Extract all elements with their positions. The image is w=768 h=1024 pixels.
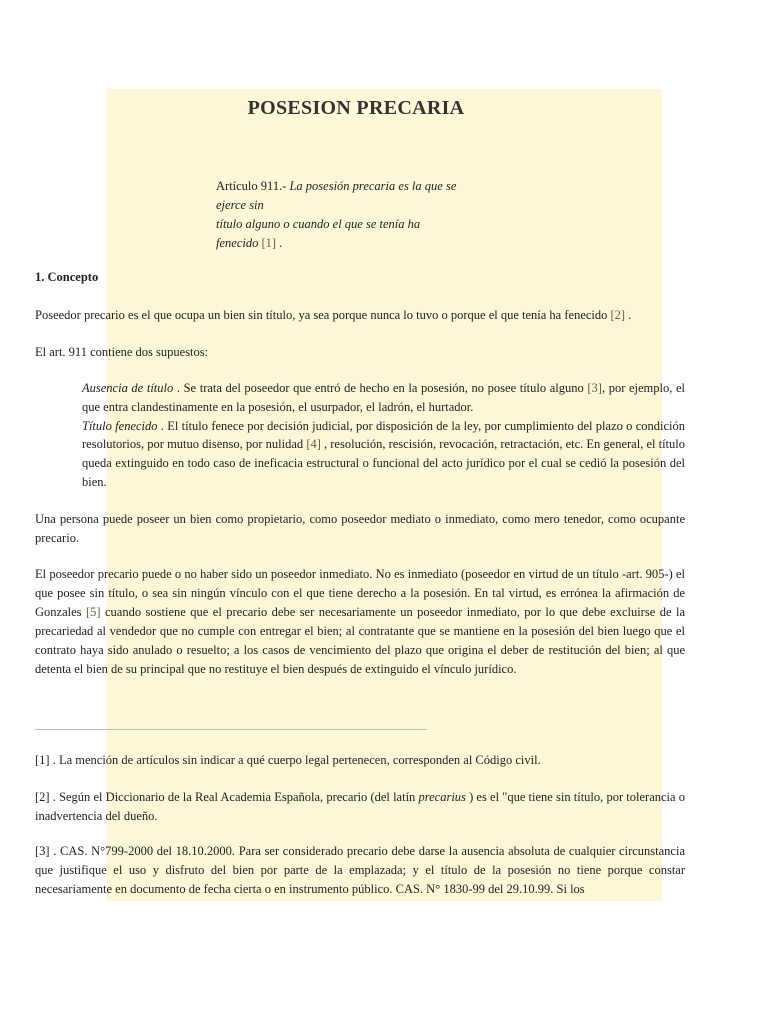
article-line3: título alguno o cuando el que se tenía ha [216,217,421,231]
footnote-ref-4[interactable]: [4] [306,437,321,452]
footnote-ref-1[interactable]: [1] [258,236,280,250]
list-item: Título fenecido . El título fenece por decisión judicial, por disposición de la ley, por cumplimiento del plazo o condición resolutorios, por mutuo disenso, por nulidad [4] , resolución, rescisión, revocación, retractación, etc. En general, el título queda extinguido en todo caso de ineficacia estructural o funcional del acto jurídico por el cual se cedió la posesión del bien. [82,418,685,489]
article-lead: Artículo 911.- [216,179,290,193]
footnote-ref-5[interactable]: [5] [85,605,101,619]
page-title: POSESION PRECARIA [247,97,465,119]
paragraph-definition: Poseedor precario es el que ocupa un bien sin título, ya sea porque nunca lo tuvo o porque el que tenía ha fenecido [2] . [35,308,632,322]
footnote-divider [35,729,427,730]
footnote-2: [2] . Según el Diccionario de la Real Academia Española, precario (del latín precarius ) es el "que tiene sin título, por tolerancia o inadvertencia del dueño. [35,790,685,823]
list-item: Ausencia de título . Se trata del poseedor que entró de hecho en la posesión, no posee título alguno [3], por ejemplo, el que entra clandestinamente en la posesión, el usurpador, el ladrón, el hurtador. [82,381,685,414]
paragraph-supuestos: El art. 911 contiene dos supuestos: [35,345,209,359]
footnote-ref-3[interactable]: [3] [587,381,602,395]
supuestos-list [82,379,685,492]
paragraph-persona: Una persona puede poseer un bien como propietario, como poseedor mediato o inmediato, como mero tenedor, como ocupante precario. [35,512,685,545]
article-line2: ejerce sin [216,198,264,212]
article-line4: fenecido [216,236,259,250]
footnote-ref-2[interactable]: [2] [610,308,626,322]
footnote-1: [1] . La mención de artículos sin indicar a qué cuerpo legal pertenecen, corresponden al Código civil. [35,753,541,767]
paragraph-poseedor-precario: El poseedor precario puede o no haber sido un poseedor inmediato. No es inmediato (poseedor en virtud de un título -art. 905-) el que posee sin título, o sea sin ningún vínculo con el que tiene derecho a la posesión. En tal virtud, es errónea la afirmación de Gonzales [5] cuando sostiene que el precario debe ser necesariamente un poseedor inmediato, por lo que debe excluirse de la precariedad al vendedor que no cumple con entregar el bien; al contratante que se mantiene en la posesión del bien luego que el contrato haya sido anulado o resuelto; a los casos de vencimiento del plazo que origina el deber de restitución del bien; al que detenta el bien de su principal que no restituye el bien después de extinguido el vínculo jurídico. [35,567,685,676]
section-heading-concepto: 1. Concepto [35,270,99,284]
article-quote: Artículo 911.- La posesión precaria es la que se ejerce sin título alguno o cuando el que se tenía ha fenecido [1] . [216,179,457,250]
article-line1: La posesión precaria es la que se [289,179,457,193]
footnote-3: [3] . CAS. N°799-2000 del 18.10.2000. Para ser considerado precario debe darse la ausencia absoluta de cualquier circunstancia que justifique el uso y disfruto del bien por parte de la emplazada; y el título de la posesión no tiene porque constar necesariamente en documento de fecha cierta o en instrumento público. CAS. N° 1830-99 del 29.10.99. Si los [35,844,685,896]
